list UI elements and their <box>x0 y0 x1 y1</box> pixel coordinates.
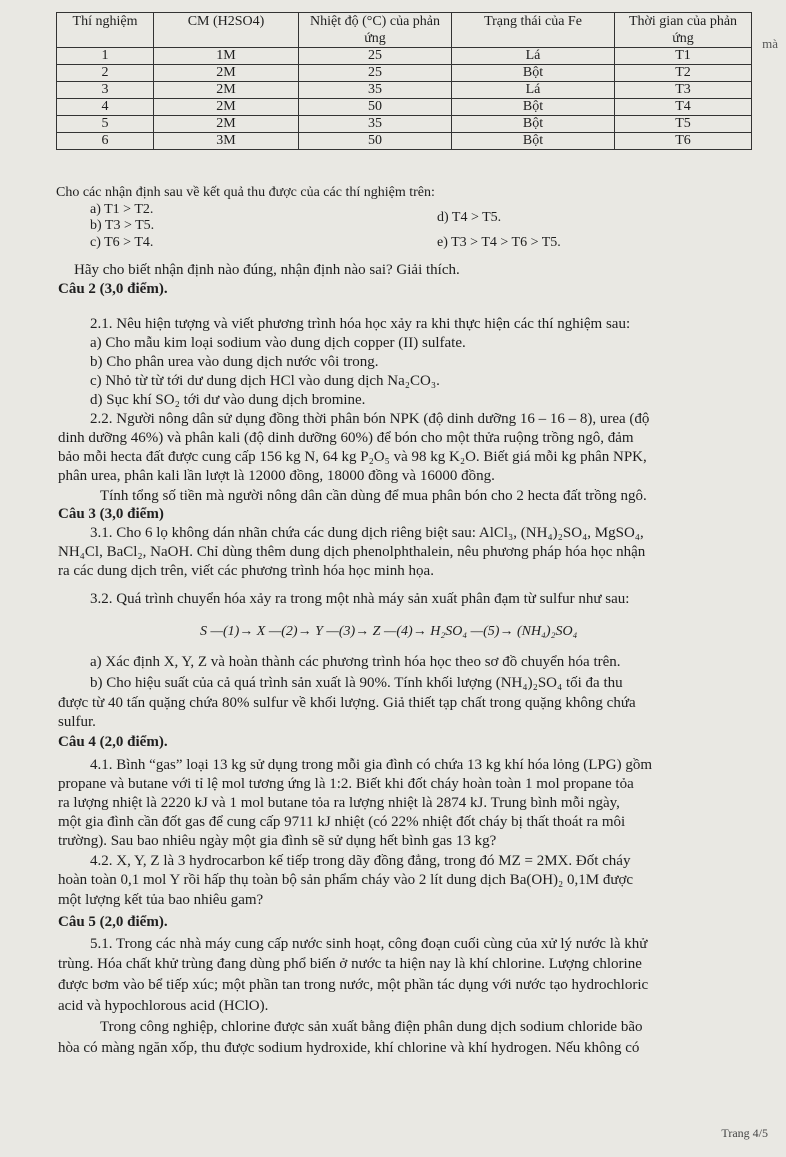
header-cell: CM (H2SO4) <box>154 13 299 48</box>
table-row <box>57 99 752 116</box>
header-cell: Nhiệt độ (°C) của phản ứng <box>299 13 452 48</box>
option-c: c) T6 > T4. <box>90 235 154 250</box>
table-cell: 3M <box>154 133 299 150</box>
option-e: e) T3 > T4 > T6 > T5. <box>437 235 561 250</box>
table-cell: Bột <box>452 99 615 116</box>
table-cell: Bột <box>452 116 615 133</box>
question-3-title: Câu 3 (3,0 điểm) <box>58 506 164 522</box>
option-b: b) T3 > T5. <box>90 218 155 233</box>
table-cell: T3 <box>615 82 752 99</box>
q2-2-line-2: dinh dưỡng 46%) và phân kali (độ dinh dưỡng 60%) để bón cho một thửa ruộng trồng ngô, đảm <box>58 430 634 446</box>
page-number: Trang 4/5 <box>721 1126 768 1140</box>
option-a: a) T1 > T2. <box>90 202 154 217</box>
table-cell: 5 <box>57 116 154 133</box>
q4-2-line-1: 4.2. X, Y, Z là 3 hydrocarbon kế tiếp trong dãy đồng đẳng, trong đó MZ = 2MX. Đốt cháy <box>90 853 631 869</box>
table-row <box>57 65 752 82</box>
q2-1-text: 2.1. Nêu hiện tượng và viết phương trình hóa học xảy ra khi thực hiện các thí nghiệm sau: <box>90 316 631 332</box>
table-cell: 2M <box>154 99 299 116</box>
q4-1-line-5: trường). Sau bao nhiêu ngày một gia đình sẽ sử dụng hết bình gas 13 kg? <box>58 833 497 849</box>
table-cell: T1 <box>615 48 752 65</box>
q3-2-b-line-1: b) Cho hiệu suất của cả quá trình sản xuất là 90%. Tính khối lượng (NH₄)₂SO₄ tối đa thu <box>90 675 623 691</box>
option-d: d) T4 > T5. <box>437 210 502 225</box>
question-2-title: Câu 2 (3,0 điểm). <box>58 281 168 297</box>
table-cell: 35 <box>299 116 452 133</box>
table-cell: 25 <box>299 65 452 82</box>
q2-1-c: c) Nhỏ từ từ tới dư dung dịch HCl vào dung dịch Na₂CO₃. <box>90 373 440 389</box>
q3-1-line-1: 3.1. Cho 6 lọ không dán nhãn chứa các dung dịch riêng biệt sau: AlCl₃, (NH₄)₂SO₄, MgSO₄, <box>90 525 644 541</box>
table-cell: 2M <box>154 116 299 133</box>
table-cell: T2 <box>615 65 752 82</box>
header-cell: Thí nghiệm <box>57 13 154 48</box>
table-row <box>57 48 752 65</box>
q3-2-b-line-3: sulfur. <box>58 714 96 730</box>
q4-1-line-3: ra lượng nhiệt là 2220 kJ và 1 mol butane tỏa ra lượng nhiệt là 2874 kJ. Trung bình mỗi ngày, <box>58 795 620 811</box>
table-cell: T5 <box>615 116 752 133</box>
q5-1-line-4: acid và hypochlorous acid (HClO). <box>58 998 269 1014</box>
table-cell: Bột <box>452 65 615 82</box>
table-cell: T6 <box>615 133 752 150</box>
q3-2-text: 3.2. Quá trình chuyển hóa xảy ra trong một nhà máy sản xuất phân đạm từ sulfur như sau: <box>90 591 630 607</box>
q4-1-line-4: một gia đình cần đốt gas để cung cấp 9711 kJ nhiệt (có 22% nhiệt đốt cháy bị thất thoát ra môi <box>58 814 626 830</box>
table-cell: 50 <box>299 133 452 150</box>
table-cell: Lá <box>452 48 615 65</box>
table-row <box>57 116 752 133</box>
header-cell: Trạng thái của Fe <box>452 13 615 48</box>
q3-1-line-2: NH₄Cl, BaCl₂, NaOH. Chỉ dùng thêm dung dịch phenolphthalein, nêu phương pháp hóa học nhận <box>58 544 646 560</box>
table-cell: 4 <box>57 99 154 116</box>
header-cell: Thời gian của phản ứng <box>615 13 752 48</box>
question-4-title: Câu 4 (2,0 điểm). <box>58 734 168 750</box>
q2-2-line-5: Tính tổng số tiền mà người nông dân cần dùng để mua phân bón cho 2 hecta đất trồng ngô. <box>100 488 647 504</box>
table-row <box>57 82 752 99</box>
table-cell: 2M <box>154 82 299 99</box>
table-cell: 50 <box>299 99 452 116</box>
q5-1-line-1: 5.1. Trong các nhà máy cung cấp nước sinh hoạt, công đoạn cuối cùng của xử lý nước là khử <box>90 936 648 952</box>
q4-2-line-2: hoàn toàn 0,1 mol Y rồi hấp thụ toàn bộ sản phẩm cháy vào 2 lít dung dịch Ba(OH)₂ 0,1M được <box>58 872 634 888</box>
question-5-title: Câu 5 (2,0 điểm). <box>58 914 168 930</box>
q3-2-a: a) Xác định X, Y, Z và hoàn thành các phương trình hóa học theo sơ đồ chuyển hóa trên. <box>90 654 621 670</box>
table-cell: 1M <box>154 48 299 65</box>
q5-1-line-5: Trong công nghiệp, chlorine được sản xuất bằng điện phân dung dịch sodium chloride bão <box>100 1019 643 1035</box>
table-cell: 2 <box>57 65 154 82</box>
table-cell: 2M <box>154 65 299 82</box>
table-cell: 35 <box>299 82 452 99</box>
table-cell: Bột <box>452 133 615 150</box>
q5-1-line-3: được bơm vào bể tiếp xúc; một phần tan trong nước, một phần tác dụng với nước tạo hydrochloric <box>58 977 649 993</box>
table-cell: Lá <box>452 82 615 99</box>
table-cell: T4 <box>615 99 752 116</box>
q4-1-line-1: 4.1. Bình “gas” loại 13 kg sử dụng trong mỗi gia đình có chứa 13 kg khí hóa lỏng (LPG) gồm <box>90 757 653 773</box>
table-cell: 25 <box>299 48 452 65</box>
table-header-row <box>57 13 752 48</box>
q2-2-line-1: 2.2. Người nông dân sử dụng đồng thời phân bón NPK (độ dinh dưỡng 16 – 16 – 8), urea (độ <box>90 411 650 427</box>
q2-1-a: a) Cho mẫu kim loại sodium vào dung dịch copper (II) sulfate. <box>90 335 466 351</box>
q5-1-line-6: hòa có màng ngăn xốp, thu được sodium hydroxide, khí chlorine và khí hydrogen. Nếu không có <box>58 1040 640 1056</box>
table-cell: 6 <box>57 133 154 150</box>
table-cell: 3 <box>57 82 154 99</box>
q5-1-line-2: trùng. Hóa chất khử trùng đang dùng phổ biến ở nước ta hiện nay là khí chlorine. Lượng chlorine <box>58 956 642 972</box>
question-1-ask: Hãy cho biết nhận định nào đúng, nhận định nào sai? Giải thích. <box>74 262 460 278</box>
intro-text: Cho các nhận định sau về kết quả thu được của các thí nghiệm trên: <box>56 185 435 200</box>
q4-1-line-2: propane và butane với tỉ lệ mol tương ứng là 1:2. Biết khi đốt cháy hoàn toàn 1 mol propane tỏa <box>58 776 634 792</box>
q4-2-line-3: một lượng kết tủa bao nhiêu gam? <box>58 892 264 908</box>
conversion-scheme: S —(1)→ X —(2)→ Y —(3)→ Z —(4)→ H₂SO₄ —(5)→ (NH₄)₂SO₄ <box>200 624 578 639</box>
table-cell: 1 <box>57 48 154 65</box>
experiment-table <box>56 12 752 150</box>
q2-2-line-3: bảo mỗi hecta đất được cung cấp 156 kg N, 64 kg P₂O₅ và 98 kg K₂O. Biết giá mỗi kg phân NPK, <box>58 449 647 465</box>
table-row <box>57 133 752 150</box>
edge-mark: mà <box>762 36 778 51</box>
q2-2-line-4: phân urea, phân kali lần lượt là 12000 đồng, 18000 đồng và 16000 đồng. <box>58 468 495 484</box>
q3-1-line-3: ra các dung dịch trên, viết các phương trình hóa học minh họa. <box>58 563 434 579</box>
q3-2-b-line-2: được từ 40 tấn quặng chứa 80% sulfur về khối lượng. Giả thiết tạp chất trong quặng không chứa <box>58 695 636 711</box>
q2-1-d: d) Sục khí SO₂ tới dư vào dung dịch bromine. <box>90 392 366 408</box>
q2-1-b: b) Cho phân urea vào dung dịch nước vôi trong. <box>90 354 379 370</box>
